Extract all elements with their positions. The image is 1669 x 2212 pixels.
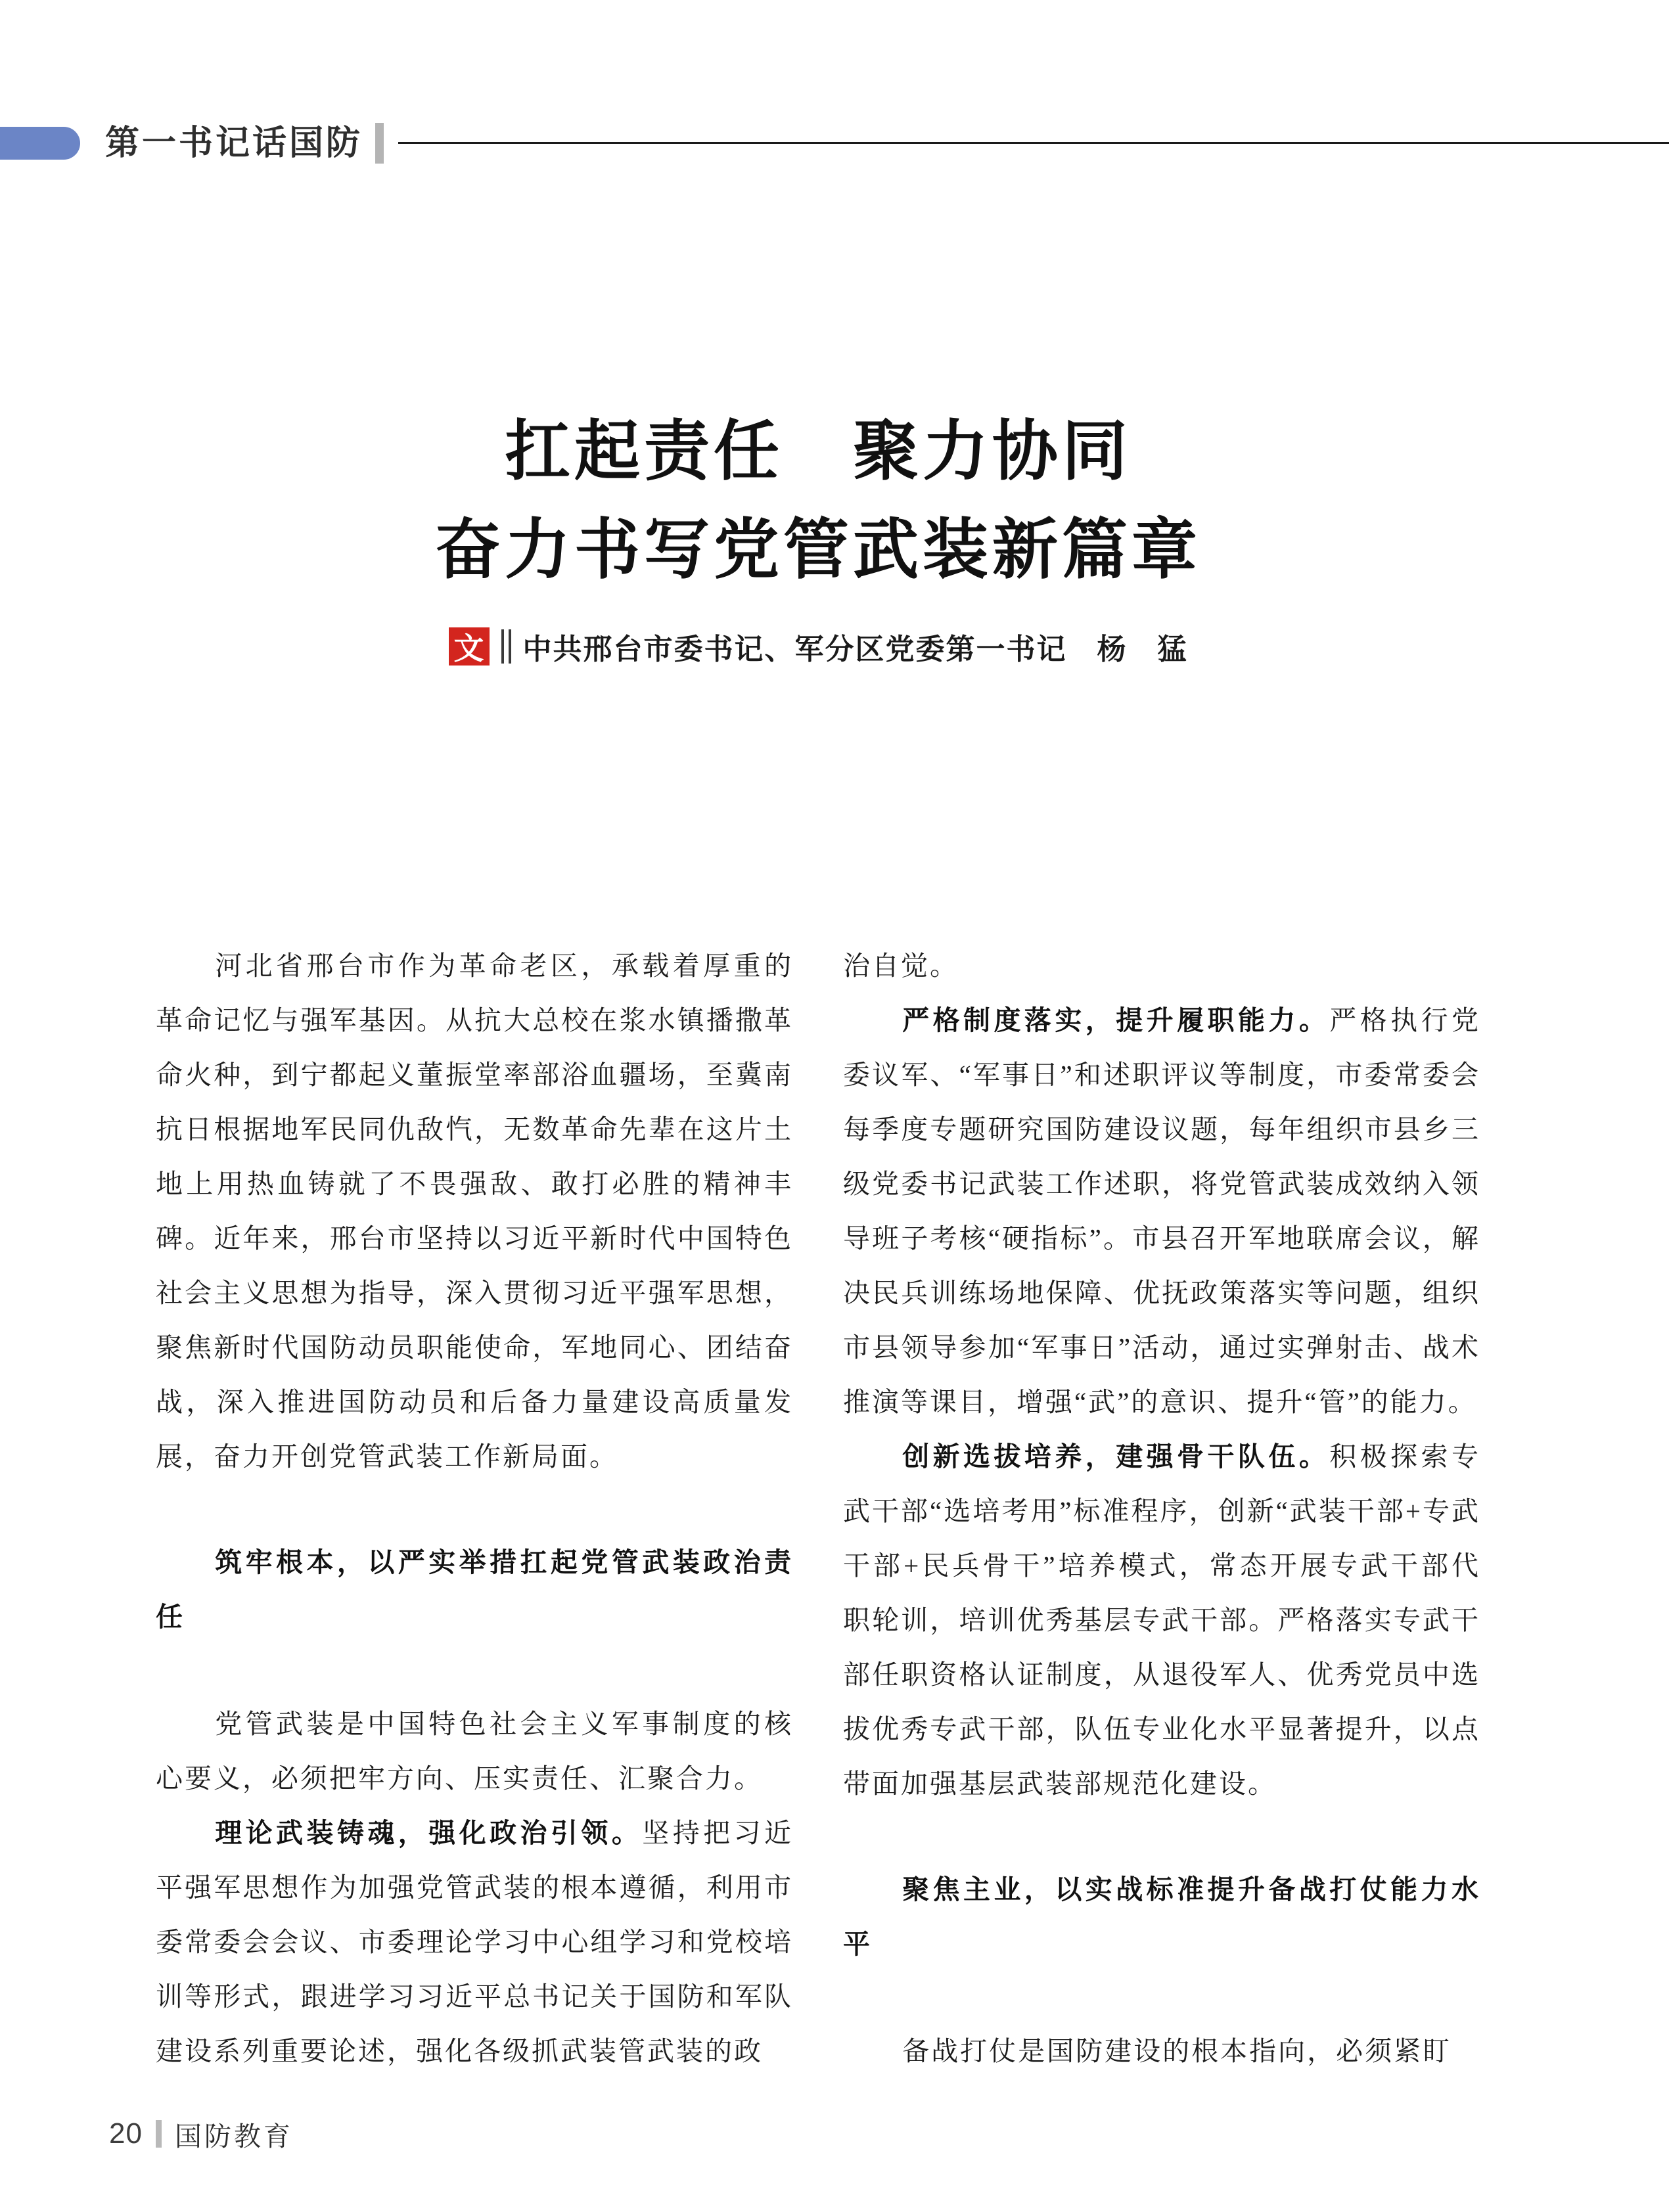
header-rule-line [398,142,1669,144]
body-paragraph: 严格制度落实，提升履职能力。严格执行党委议军、“军事日”和述职评议等制度，市委常委会每季度专题研究国防建设议题，每年组织市县乡三级党委书记武装工作述职，将党管武装成效纳入领导班子考核“硬指标”。市县召开军地联席会议，解决民兵训练场地保障、优抚政策落实等问题，组织市县领导参加“军事日”活动，通过实弹射击、战术推演等课目，增强“武”的意识、提升“管”的能力。 [843,1005,1481,1417]
header-accent-pill [0,127,80,160]
article-title-line2: 奋力书写党管武装新篇章 [435,513,1201,587]
byline-author: 中共邢台市委书记、军分区党委第一书记 杨 猛 [522,633,1188,666]
header-divider-bar [375,123,384,164]
section-subheading: 筑牢根本，以严实举措扛起党管武装政治责任 [156,1547,793,1632]
body-paragraph: 河北省邢台市作为革命老区，承载着厚重的革命记忆与强军基因。从抗大总校在浆水镇播撒革命火种，到宁都起义董振堂率部浴血疆场，至冀南抗日根据地军民同仇敌忾，无数革命先辈在这片土地上用热血铸就了不畏强敌、敢打必胜的精神丰碑。近年来，邢台市坚持以习近平新时代中国特色社会主义思想为指导，深入贯彻习近平强军思想，聚焦新时代国防动员职能使命，军地同心、团结奋战，深入推进国防动员和后备力量建设高质量发展，奋力开创党管武装工作新局面。 [156,951,793,1472]
footer-page-number: 20 [109,2117,143,2150]
body-column-left [156,939,793,2079]
paragraph-lead-bold: 创新选拔培养，建强骨干队伍。 [902,1441,1330,1472]
page-footer [109,2118,293,2150]
body-paragraph: 治自觉。 [843,951,959,981]
body-paragraph: 理论武装铸魂，强化政治引领。坚持把习近平强军思想作为加强党管武装的根本遵循，利用市委常委会会议、市委理论学习中心组学习和党校培训等形式，跟进学习习近平总书记关于国防和军队建设系列重要论述，强化各级抓武装管武装的政 [156,1818,794,2066]
footer-publication-name: 国防教育 [174,2121,293,2152]
section-subheading: 聚焦主业，以实战标准提升备战打仗能力水平 [843,1874,1480,1959]
byline-bar-left [501,629,504,664]
paragraph-lead-bold: 严格制度落实，提升履职能力。 [902,1005,1330,1035]
body-paragraph: 创新选拔培养，建强骨干队伍。积极探索专武干部“选培考用”标准程序，创新“武装干部+专武干部+民兵骨干”培养模式，常态开展专武干部代职轮训，培训优秀基层专武干部。严格落实专武干部任职资格认证制度，从退役军人、优秀党员中选拔优秀专武干部，队伍专业化水平显著提升，以点带面加强基层武装部规范化建设。 [843,1441,1481,1799]
footer-divider-bar [156,2120,162,2148]
byline-wen-mark: 文 [449,627,490,666]
byline-bar-right [509,629,511,664]
article-title [156,402,1480,599]
article-title-line1: 扛起责任 聚力协同 [505,415,1132,488]
paragraph-lead-bold: 理论武装铸魂，强化政治引领。 [215,1818,643,1848]
section-label: 第一书记话国防 [105,124,363,162]
body-paragraph: 备战打仗是国防建设的根本指向，必须紧盯 [902,2036,1452,2066]
body-column-right [843,939,1480,2079]
byline-double-bar-icon [501,629,511,664]
body-paragraph: 党管武装是中国特色社会主义军事制度的核心要义，必须把牢方向、压实责任、汇聚合力。 [156,1709,793,1794]
byline [156,625,1480,667]
